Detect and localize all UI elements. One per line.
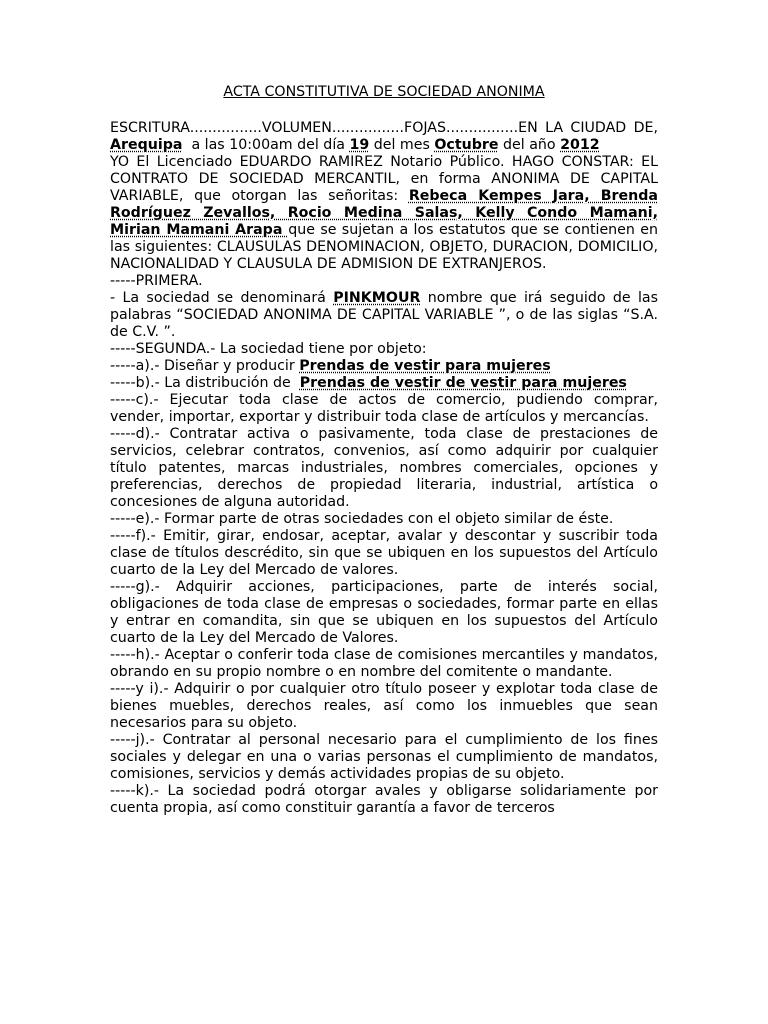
item-i: -----y i).- Adquirir o por cualquier otro título poseer y explotar toda clase de bienes muebles, derechos reales, así como los inmuebles que sean necesarios para su objeto. xyxy=(110,681,658,731)
item-k: -----k).- La sociedad podrá otorgar avales y obligarse solidariamente por cuenta propia, así como constituir garantía a favor de terceros xyxy=(110,783,658,816)
item-e: -----e).- Formar parte de otras sociedades con el objeto similar de éste. xyxy=(110,511,614,527)
notary-text-1: YO El Licenciado EDUARDO RAMIREZ Notario Público. HAGO CONSTAR: EL CONTRATO DE SOCIEDAD MERCANTIL, en forma ANONIMA DE CAPITAL VARIABLE, que otorgan las señoritas: xyxy=(110,154,658,204)
month-value: Octubre xyxy=(434,137,499,153)
city-name: Arequipa xyxy=(110,137,183,153)
item-b-text: -----b).- La distribución de xyxy=(110,375,300,391)
item-a-product: Prendas de vestir para mujeres xyxy=(299,358,551,374)
year-value: 2012 xyxy=(560,137,600,153)
intro-text-1: ESCRITURA................VOLUMEN................FOJAS................EN LA CIUDAD DE, xyxy=(110,120,658,136)
day-value: 19 xyxy=(349,137,370,153)
intro-paragraph xyxy=(110,120,658,154)
item-a-text: -----a).- Diseñar y producir xyxy=(110,358,300,374)
intro-text-3: del mes xyxy=(369,137,435,153)
clause-primera: -----PRIMERA. xyxy=(110,273,203,289)
item-j: -----j).- Contratar al personal necesario para el cumplimiento de los fines sociales y delegar en una o varias personas el cumplimiento de mandatos, comisiones, servicios y demás actividades propias de su objeto. xyxy=(110,732,658,782)
item-f: -----f).- Emitir, girar, endosar, aceptar, avalar y descontar y suscribir toda clase de títulos descrédito, sin que se ubiquen en los supuestos del Artículo cuarto de la Ley del Mercado de valores. xyxy=(110,528,658,578)
notary-paragraph xyxy=(110,154,658,273)
denominacion-text-2: nombre que irá seguido de las palabras “SOCIEDAD ANONIMA DE CAPITAL VARIABLE ”, o de las siglas “S.A. de C.V. ”. xyxy=(110,290,658,340)
item-b xyxy=(110,375,658,392)
item-h: -----h).- Aceptar o conferir toda clase de comisiones mercantiles y mandatos, obrando en su propio nombre o en nombre del comitente o mandante. xyxy=(110,647,658,680)
intro-text-2: a las 10:00am del día xyxy=(182,137,350,153)
denominacion-paragraph xyxy=(110,290,658,341)
item-b-product: Prendas de vestir de vestir para mujeres xyxy=(299,375,627,391)
intro-text-4: del año xyxy=(498,137,561,153)
notary-text-2: que se sujetan a los estatutos que se contienen en las siguientes: CLAUSULAS DENOMINACION, OBJETO, DURACION, DOMICILIO, NACIONALIDAD Y CLAUSULA DE ADMISION DE EXTRANJEROS. xyxy=(110,222,658,272)
item-a xyxy=(110,358,658,375)
partner-names: Rebeca Kempes Jara, Brenda Rodríguez Zevallos, Rocio Medina Salas, Kelly Condo Mamani, Mirian Mamani Arapa xyxy=(110,188,659,238)
item-g: -----g).- Adquirir acciones, participaciones, parte de interés social, obligaciones de toda clase de empresas o sociedades, formar parte en ellas y entrar en comandita, sin que se ubiquen en los supuestos del Artículo cuarto de la Ley del Mercado de Valores. xyxy=(110,579,658,646)
document-page xyxy=(110,84,658,817)
company-name: PINKMOUR xyxy=(333,290,421,306)
item-d: -----d).- Contratar activa o pasivamente, toda clase de prestaciones de servicios, celebrar contratos, convenios, así como adquirir por cualquier título patentes, marcas industriales, nombres comerciales, opciones y preferencias, derechos de propiedad literaria, industrial, artística o concesiones de alguna autoridad. xyxy=(110,426,658,510)
item-c: -----c).- Ejecutar toda clase de actos de comercio, pudiendo comprar, vender, importar, exportar y distribuir toda clase de artículos y mercancías. xyxy=(110,392,658,425)
document-title: ACTA CONSTITUTIVA DE SOCIEDAD ANONIMA xyxy=(223,84,545,100)
clause-segunda: -----SEGUNDA.- La sociedad tiene por objeto: xyxy=(110,341,427,357)
denominacion-text-1: - La sociedad se denominará xyxy=(110,290,334,306)
